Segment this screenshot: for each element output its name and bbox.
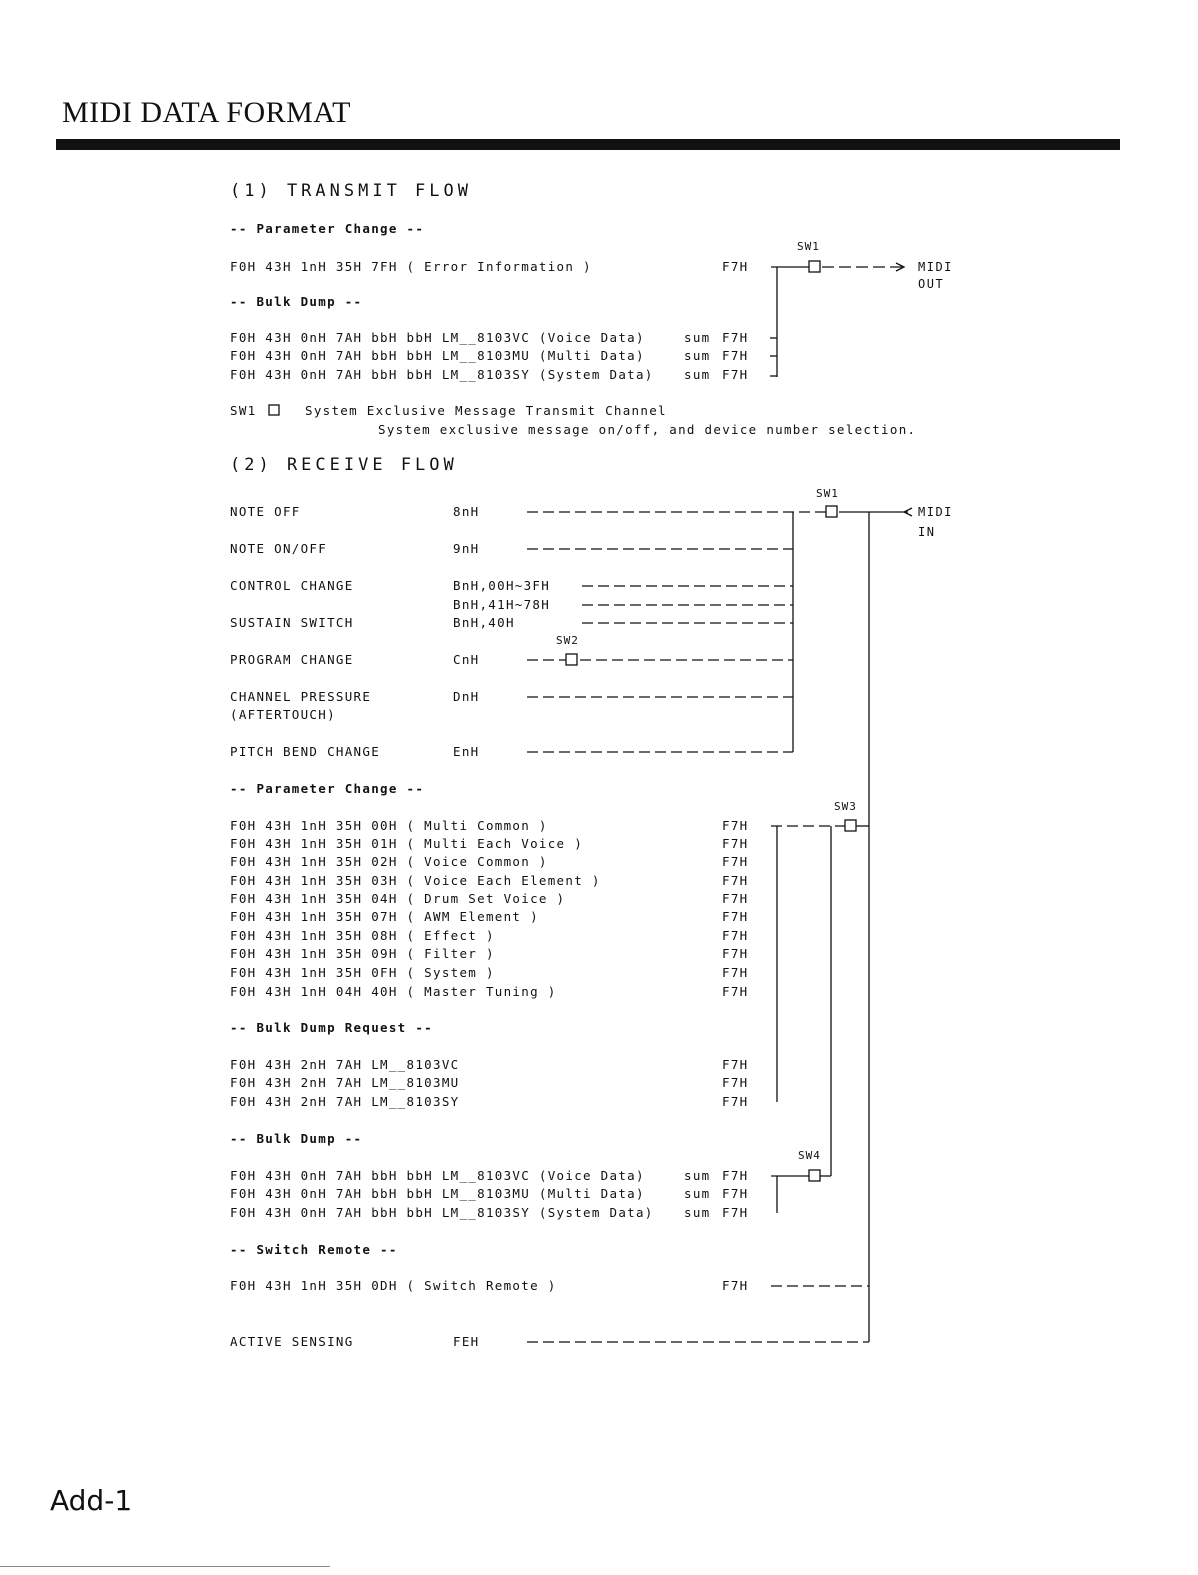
param-end: F7H xyxy=(722,928,749,943)
channel-msg-name: SUSTAIN SWITCH xyxy=(230,615,354,630)
transmit-bulk-end: F7H xyxy=(722,348,749,363)
receive-bulk-msg: F0H 43H 0nH 7AH bbH bbH LM__8103MU (Multi Data) xyxy=(230,1186,645,1201)
receive-sw1-label: SW1 xyxy=(816,487,839,500)
param-end: F7H xyxy=(722,891,749,906)
channel-msg-status: BnH,00H~3FH xyxy=(453,578,551,593)
channel-msg-status: EnH xyxy=(453,744,480,759)
bulk-request-end: F7H xyxy=(722,1094,749,1109)
transmit-param-change-label: -- Parameter Change -- xyxy=(230,221,425,236)
receive-sw3-label: SW3 xyxy=(834,800,857,813)
transmit-sw1-label: SW1 xyxy=(797,240,820,253)
channel-msg-name: NOTE OFF xyxy=(230,504,301,519)
note-line-1: System Exclusive Message Transmit Channel xyxy=(305,403,667,418)
channel-msg-name: CONTROL CHANGE xyxy=(230,578,354,593)
midi-in-label-2: IN xyxy=(918,525,936,539)
switch-remote-label: -- Switch Remote -- xyxy=(230,1242,398,1257)
receive-param-change-label: -- Parameter Change -- xyxy=(230,781,425,796)
param-end: F7H xyxy=(722,818,749,833)
channel-msg-status: 8nH xyxy=(453,504,480,519)
transmit-heading: (1) TRANSMIT FLOW xyxy=(230,181,472,201)
param-end: F7H xyxy=(722,984,749,999)
transmit-bulk-sum: sum xyxy=(684,348,711,363)
switch-remote-msg: F0H 43H 1nH 35H 0DH ( Switch Remote ) xyxy=(230,1278,557,1293)
receive-bulk-msg: F0H 43H 0nH 7AH bbH bbH LM__8103SY (System Data) xyxy=(230,1205,654,1220)
param-end: F7H xyxy=(722,873,749,888)
receive-bulk-sum: sum xyxy=(684,1205,711,1220)
param-msg: F0H 43H 1nH 35H 07H ( AWM Element ) xyxy=(230,909,539,924)
bulk-request-msg: F0H 43H 2nH 7AH LM__8103VC xyxy=(230,1057,460,1072)
param-end: F7H xyxy=(722,965,749,980)
transmit-bulk-end: F7H xyxy=(722,330,749,345)
channel-msg-name: NOTE ON/OFF xyxy=(230,541,328,556)
channel-msg-status: DnH xyxy=(453,689,480,704)
receive-bulk-end: F7H xyxy=(722,1168,749,1183)
transmit-bulk-msg: F0H 43H 0nH 7AH bbH bbH LM__8103MU (Multi Data) xyxy=(230,348,645,363)
midi-out-label: MIDI xyxy=(918,260,953,274)
transmit-bulk-end: F7H xyxy=(722,367,749,382)
receive-sw2-box xyxy=(566,654,577,665)
param-msg: F0H 43H 1nH 35H 00H ( Multi Common ) xyxy=(230,818,548,833)
channel-msg-status: BnH,40H xyxy=(453,615,515,630)
receive-bulk-end: F7H xyxy=(722,1186,749,1201)
page-title: MIDI DATA FORMAT xyxy=(62,96,351,129)
param-msg: F0H 43H 1nH 35H 03H ( Voice Each Element ) xyxy=(230,873,601,888)
receive-bulk-msg: F0H 43H 0nH 7AH bbH bbH LM__8103VC (Voice Data) xyxy=(230,1168,645,1183)
param-end: F7H xyxy=(722,836,749,851)
param-msg: F0H 43H 1nH 35H 02H ( Voice Common ) xyxy=(230,854,548,869)
param-msg: F0H 43H 1nH 35H 08H ( Effect ) xyxy=(230,928,495,943)
receive-bulk-dump-label: -- Bulk Dump -- xyxy=(230,1131,363,1146)
channel-msg-name: (AFTERTOUCH) xyxy=(230,707,336,722)
param-msg: F0H 43H 1nH 35H 01H ( Multi Each Voice ) xyxy=(230,836,584,851)
transmit-param-end: F7H xyxy=(722,259,749,274)
param-end: F7H xyxy=(722,854,749,869)
transmit-bulk-msg: F0H 43H 0nH 7AH bbH bbH LM__8103SY (System Data) xyxy=(230,367,654,382)
midi-in-label: MIDI xyxy=(918,505,953,519)
param-end: F7H xyxy=(722,946,749,961)
active-sensing-status: FEH xyxy=(453,1334,480,1349)
bulk-request-msg: F0H 43H 2nH 7AH LM__8103SY xyxy=(230,1094,460,1109)
param-msg: F0H 43H 1nH 04H 40H ( Master Tuning ) xyxy=(230,984,557,999)
midi-out-label-2: OUT xyxy=(918,277,945,291)
receive-sw4-label: SW4 xyxy=(798,1149,821,1162)
active-sensing-name: ACTIVE SENSING xyxy=(230,1334,354,1349)
param-end: F7H xyxy=(722,909,749,924)
channel-msg-status: 9nH xyxy=(453,541,480,556)
transmit-sw1-box xyxy=(809,261,820,272)
receive-sw3-box xyxy=(845,820,856,831)
receive-sw4-box xyxy=(809,1170,820,1181)
receive-sw2-label: SW2 xyxy=(556,634,579,647)
transmit-bulk-msg: F0H 43H 0nH 7AH bbH bbH LM__8103VC (Voice Data) xyxy=(230,330,645,345)
transmit-param-msg: F0H 43H 1nH 35H 7FH ( Error Information ) xyxy=(230,259,592,274)
channel-msg-name: CHANNEL PRESSURE xyxy=(230,689,372,704)
param-msg: F0H 43H 1nH 35H 04H ( Drum Set Voice ) xyxy=(230,891,566,906)
note-sw1-box xyxy=(269,405,279,415)
channel-msg-name: PROGRAM CHANGE xyxy=(230,652,354,667)
receive-bulk-sum: sum xyxy=(684,1168,711,1183)
transmit-bulk-sum: sum xyxy=(684,330,711,345)
bulk-request-msg: F0H 43H 2nH 7AH LM__8103MU xyxy=(230,1075,460,1090)
receive-bulk-end: F7H xyxy=(722,1205,749,1220)
receive-bulk-sum: sum xyxy=(684,1186,711,1201)
transmit-bulk-dump-label: -- Bulk Dump -- xyxy=(230,294,363,309)
receive-sw1-box xyxy=(826,506,837,517)
bottom-rule xyxy=(0,1566,330,1567)
param-msg: F0H 43H 1nH 35H 09H ( Filter ) xyxy=(230,946,495,961)
note-sw1: SW1 xyxy=(230,403,257,418)
note-line-2: System exclusive message on/off, and device number selection. xyxy=(378,422,917,437)
channel-msg-name: PITCH BEND CHANGE xyxy=(230,744,381,759)
channel-msg-status: BnH,41H~78H xyxy=(453,597,551,612)
switch-remote-end: F7H xyxy=(722,1278,749,1293)
receive-heading: (2) RECEIVE FLOW xyxy=(230,455,458,475)
param-msg: F0H 43H 1nH 35H 0FH ( System ) xyxy=(230,965,495,980)
channel-msg-status: CnH xyxy=(453,652,480,667)
bulk-request-end: F7H xyxy=(722,1075,749,1090)
bulk-request-end: F7H xyxy=(722,1057,749,1072)
page-number: Add-1 xyxy=(50,1484,133,1517)
bulk-request-label: -- Bulk Dump Request -- xyxy=(230,1020,433,1035)
transmit-bulk-sum: sum xyxy=(684,367,711,382)
